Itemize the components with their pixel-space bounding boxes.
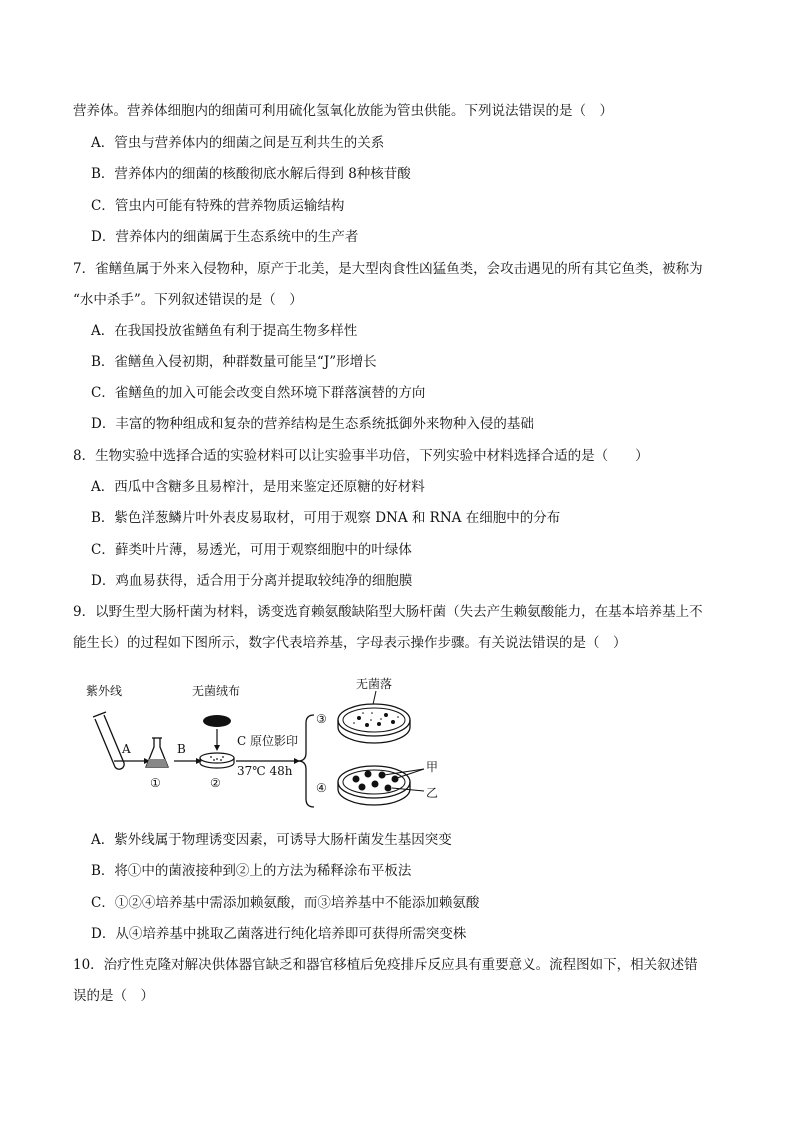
- q9-option-c: C．①②④培养基中需添加赖氨酸，而③培养基中不能添加赖氨酸: [91, 895, 480, 911]
- step-b-label: B: [177, 742, 186, 756]
- q6-option-d: D．营养体内的细菌属于生态系统中的生产者: [91, 229, 359, 245]
- no-colony-label: 无菌落: [356, 677, 393, 691]
- plate-3-icon: [338, 704, 410, 743]
- q6-stem: 营养体。营养体细胞内的细菌可利用硫化氢氧化放能为管虫供能。下列说法错误的是（ ）: [73, 103, 613, 119]
- plate-2-icon: [200, 753, 234, 768]
- step-c-label: C 原位影印: [237, 734, 298, 748]
- q9-option-b: B．将①中的菌液接种到②上的方法为稀释涂布平板法: [91, 863, 412, 879]
- q7-stem-line2: “水中杀手”。下列叙述错误的是（ ）: [73, 292, 303, 308]
- mutant-screening-diagram: [84, 675, 464, 810]
- sterile-velvet-label: 无菌绒布: [192, 684, 241, 698]
- brace: [298, 715, 314, 807]
- q7-option-a: A．在我国投放雀鳝鱼有利于提高生物多样性: [91, 323, 358, 339]
- q6-option-b: B．营养体内的细菌的核酸彻底水解后得到 8种核苷酸: [91, 166, 411, 182]
- medium-2-label: ②: [210, 776, 221, 790]
- q8-stem: 8．生物实验中选择合适的实验材料可以让实验事半功倍，下列实验中材料选择合适的是（ ）: [73, 448, 649, 464]
- plate-4-icon: [338, 766, 410, 805]
- q10-stem-line1: 10．治疗性克隆对解决供体器官缺乏和器官移植后免疫排斥反应具有重要意义。流程图如下，相关叙述错: [73, 957, 698, 973]
- medium-3-label: ③: [316, 712, 327, 726]
- flask-icon: [146, 738, 168, 767]
- q7-option-c: C．雀鳝鱼的加入可能会改变自然环境下群落演替的方向: [91, 385, 426, 401]
- medium-1-label: ①: [150, 776, 161, 790]
- q9-option-d: D．从④培养基中挑取乙菌落进行纯化培养即可获得所需突变株: [91, 926, 467, 942]
- medium-4-label: ④: [316, 781, 327, 795]
- step-a-label: A: [122, 742, 131, 756]
- velvet-pad-icon: [203, 715, 231, 727]
- uv-label: 紫外线: [86, 684, 123, 698]
- q8-option-a: A．西瓜中含糖多且易榨汁，是用来鉴定还原糖的好材料: [91, 479, 425, 495]
- q7-option-d: D．丰富的物种组成和复杂的营养结构是生态系统抵御外来物种入侵的基础: [91, 416, 534, 432]
- q8-option-b: B．紫色洋葱鳞片叶外表皮易取材，可用于观察 DNA 和 RNA 在细胞中的分布: [91, 510, 561, 526]
- q8-option-c: C．藓类叶片薄，易透光，可用于观察细胞中的叶绿体: [91, 542, 412, 558]
- q9-stem-line2: 能生长）的过程如下图所示，数字代表培养基，字母表示操作步骤。有关说法错误的是（ ）: [73, 635, 627, 651]
- colony-jia-label: 甲: [426, 760, 439, 774]
- q10-stem-line2: 误的是（ ）: [73, 988, 154, 1004]
- q6-option-c: C．管虫内可能有特殊的营养物质运输结构: [91, 198, 345, 214]
- q8-option-d: D．鸡血易获得，适合用于分离并提取较纯净的细胞膜: [91, 573, 413, 589]
- q6-option-a: A．管虫与营养体内的细菌之间是互利共生的关系: [91, 135, 385, 151]
- q7-option-b: B．雀鳝鱼入侵初期，种群数量可能呈“J”形增长: [91, 354, 377, 370]
- q7-stem-line1: 7．雀鳝鱼属于外来入侵物种，原产于北美，是大型肉食性凶猛鱼类，会攻击遇见的所有其它鱼类，被称为: [73, 261, 703, 277]
- culture-condition-label: 37℃ 48h: [237, 764, 293, 778]
- q9-stem-line1: 9．以野生型大肠杆菌为材料，诱变选育赖氨酸缺陷型大肠杆菌（失去产生赖氨酸能力，在基本培养基上不: [73, 604, 703, 620]
- colony-yi-label: 乙: [426, 786, 439, 800]
- q9-option-a: A．紫外线属于物理诱变因素，可诱导大肠杆菌发生基因突变: [91, 832, 452, 848]
